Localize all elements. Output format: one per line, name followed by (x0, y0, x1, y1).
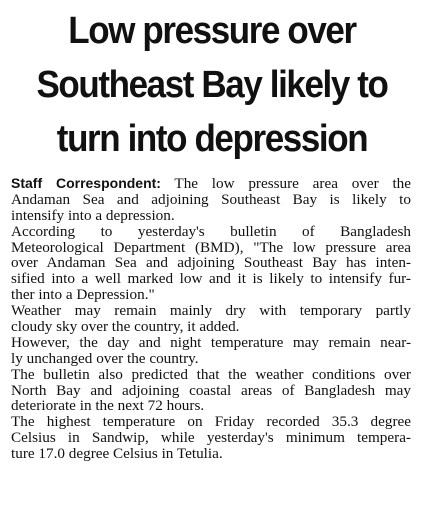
text-line: cloudy sky over the country, it added. (11, 319, 240, 335)
paragraph-intro (11, 176, 411, 224)
byline: Staff Correspondent: (11, 176, 161, 191)
article-body (11, 176, 411, 462)
text-line: Celsius in Sandwip, while yesterday's minimum tempera- (11, 430, 411, 447)
paragraph-forecast (11, 367, 411, 415)
paragraph-temperature (11, 335, 411, 367)
text-line: The highest temperature on Friday recorded 35.3 degree (11, 414, 411, 431)
text-fragment: The low pressure area over the (160, 176, 411, 192)
text-line: However, the day and night temperature may remain near- (11, 334, 411, 351)
text-line: intensify into a depression. (11, 207, 175, 224)
paragraph-bulletin (11, 224, 411, 303)
paragraph-records (11, 414, 411, 462)
text-line: ther into a Depression." (11, 287, 155, 304)
text-line: ly unchanged over the country. (11, 350, 199, 367)
headline-line: Southeast Bay likely to (36, 64, 388, 106)
text-line: According to yesterday's bulletin of Bangladesh (11, 223, 411, 240)
paragraph-weather (11, 303, 411, 335)
text-line: sified into a well marked low and it is likely to intensify fur- (11, 271, 411, 288)
text-line: The bulletin also predicted that the weather conditions over (11, 366, 411, 383)
text-line: deteriorate in the next 72 hours. (11, 398, 205, 415)
text-line: over Andaman Sea and adjoining Southeast Bay has inten- (11, 255, 411, 272)
headline (17, 4, 407, 166)
headline-line: turn into depression (56, 118, 368, 160)
text-line: Andaman Sea and adjoining Southeast Bay is likely to (11, 191, 411, 208)
text-line (11, 176, 411, 192)
headline-line: Low pressure over (68, 10, 356, 52)
text-line: Meteorological Department (BMD), "The low pressure area (11, 239, 411, 256)
text-line: North Bay and adjoining coastal areas of Bangladesh may (11, 382, 411, 399)
text-line: ture 17.0 degree Celsius in Tetulia. (11, 446, 223, 463)
text-line: Weather may remain mainly dry with temporary partly (11, 303, 411, 320)
